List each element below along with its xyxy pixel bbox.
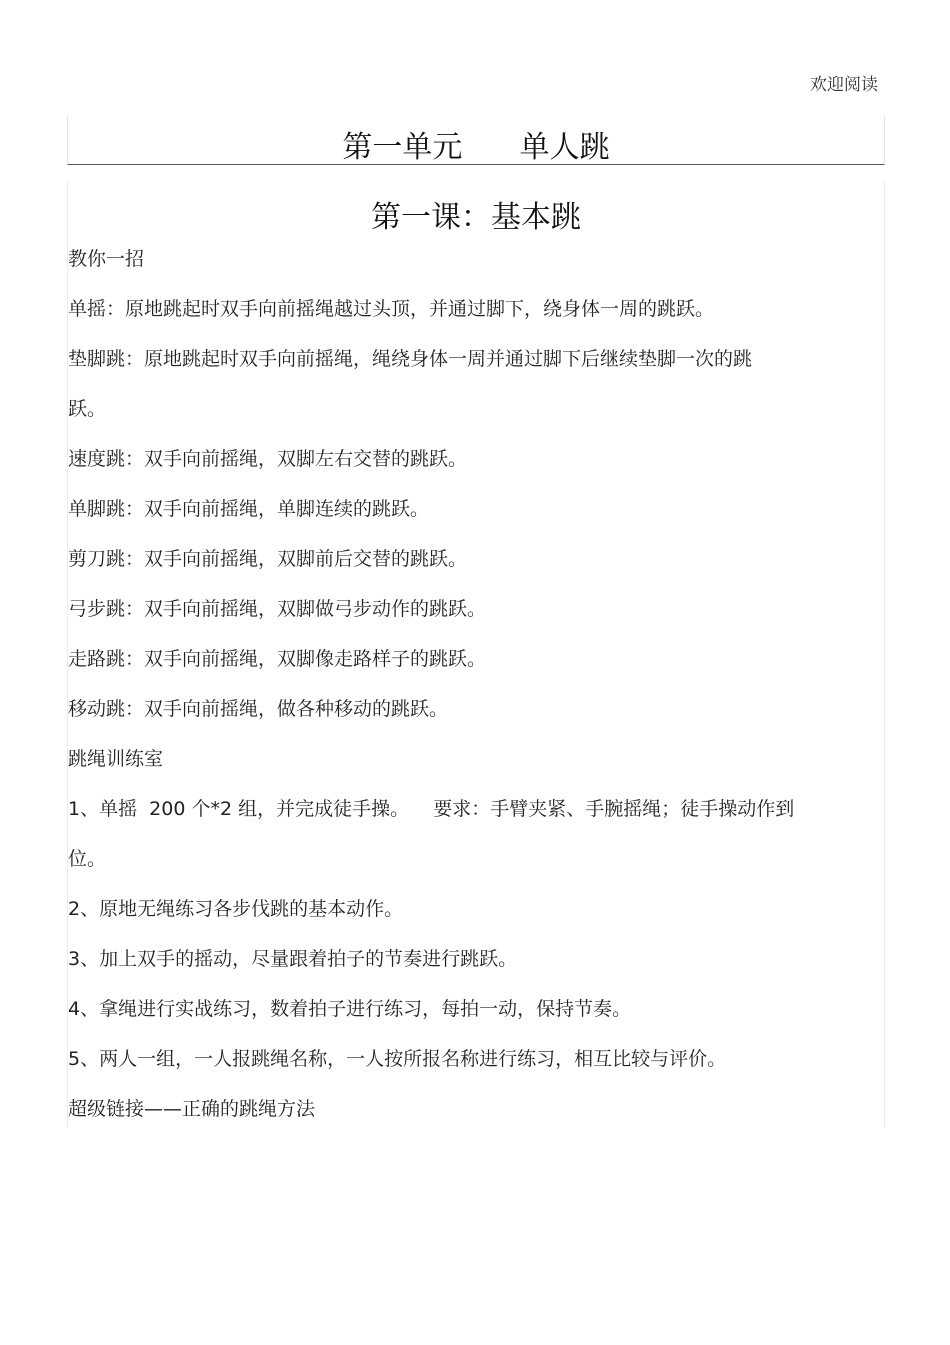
train-item: 3、加上双手的摇动，尽量跟着拍子的节奏进行跳跃。 <box>68 948 518 970</box>
lesson-title: 第一课：基本跳 <box>371 200 581 235</box>
train-item: 位。 <box>68 848 107 870</box>
train-item: 1、单摇 200 个*2 组，并完成徒手操。 要求：手臂夹紧、手腕摇绳；徒手操动作到 <box>68 798 795 820</box>
teach-item: 弓步跳：双手向前摇绳，双脚做弓步动作的跳跃。 <box>68 598 487 620</box>
unit-title-box <box>67 116 885 165</box>
teach-item: 垫脚跳：原地跳起时双手向前摇绳，绳绕身体一周并通过脚下后继续垫脚一次的跳 <box>68 348 753 370</box>
teach-item: 单摇：原地跳起时双手向前摇绳越过头顶，并通过脚下，绕身体一周的跳跃。 <box>68 298 715 320</box>
section-heading-train: 跳绳训练室 <box>68 748 164 770</box>
teach-item: 移动跳：双手向前摇绳，做各种移动的跳跃。 <box>68 698 449 720</box>
content-box <box>67 182 885 1128</box>
train-item: 4、拿绳进行实战练习，数着拍子进行练习，每拍一动，保持节奏。 <box>68 998 632 1020</box>
teach-item: 速度跳：双手向前摇绳，双脚左右交替的跳跃。 <box>68 448 468 470</box>
teach-item: 跃。 <box>68 398 107 420</box>
teach-item: 剪刀跳：双手向前摇绳，双脚前后交替的跳跃。 <box>68 548 468 570</box>
teach-item: 走路跳：双手向前摇绳，双脚像走路样子的跳跃。 <box>68 648 487 670</box>
unit-title: 第一单元 单人跳 <box>342 130 610 165</box>
train-item: 5、两人一组，一人报跳绳名称，一人按所报名称进行练习，相互比较与评价。 <box>68 1048 727 1070</box>
section-heading-teach: 教你一招 <box>68 248 145 270</box>
train-item: 2、原地无绳练习各步伐跳的基本动作。 <box>68 898 404 920</box>
header-right-text: 欢迎阅读 <box>810 75 878 95</box>
section-heading-link: 超级链接——正确的跳绳方法 <box>68 1098 316 1120</box>
teach-item: 单脚跳：双手向前摇绳，单脚连续的跳跃。 <box>68 498 430 520</box>
